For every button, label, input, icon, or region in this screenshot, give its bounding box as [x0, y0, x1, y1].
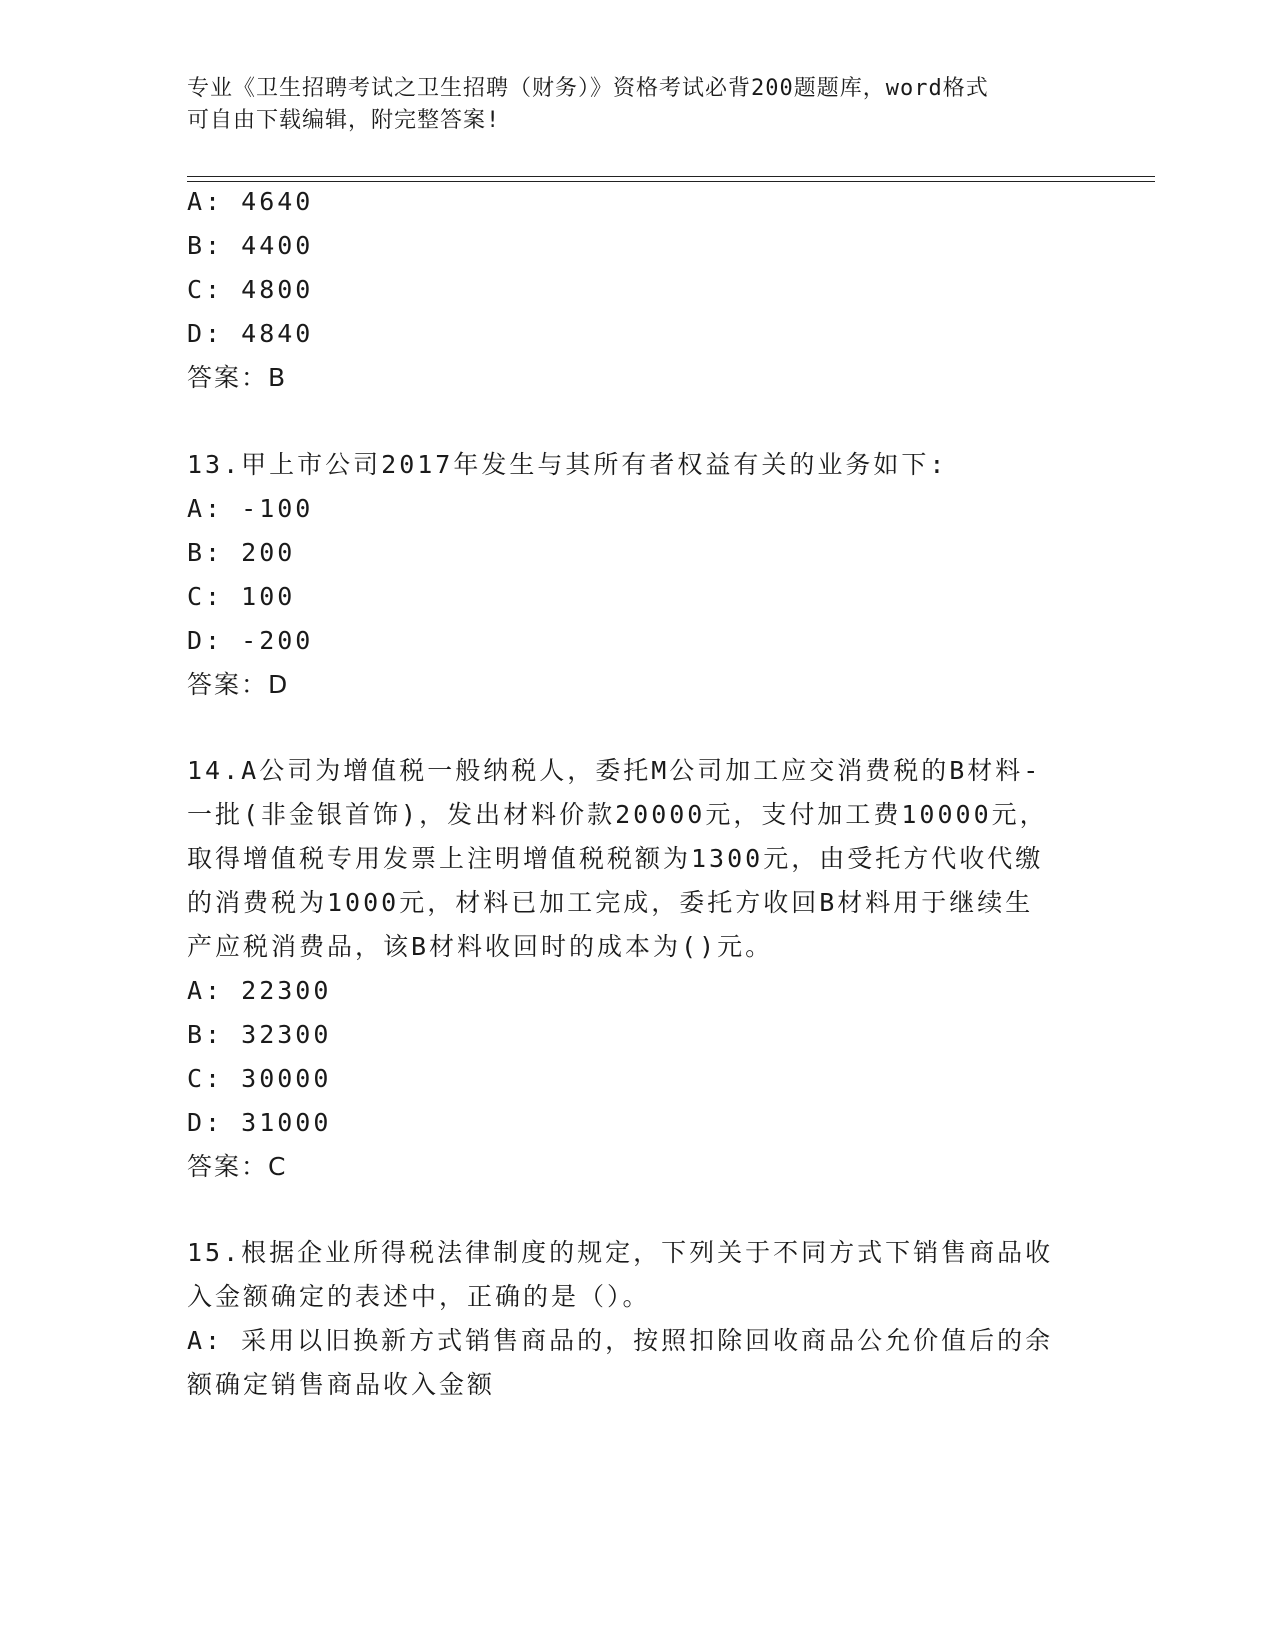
- q15-option-a-line: 额确定销售商品收入金额: [187, 1370, 496, 1399]
- header-divider: [187, 176, 1155, 182]
- q14-question-line: 14.A公司为增值税一般纳税人，委托M公司加工应交消费税的B材料-: [187, 756, 1042, 785]
- q15-option-a-line: A: 采用以旧换新方式销售商品的，按照扣除回收商品公允价值后的余: [187, 1326, 1054, 1355]
- q15-question-line: 入金额确定的表述中，正确的是（）。: [187, 1282, 651, 1311]
- q13-option-a: A: -100: [187, 494, 314, 523]
- q14-question-line: 的消费税为1000元，材料已加工完成，委托方收回B材料用于继续生: [187, 888, 1034, 917]
- q12-option-d: D: 4840: [187, 319, 314, 348]
- header-line-1: 专业《卫生招聘考试之卫生招聘（财务）》资格考试必背200题题库，word格式: [187, 76, 989, 101]
- header-line-2: 可自由下载编辑，附完整答案!: [187, 108, 501, 133]
- q13-option-b: B: 200: [187, 538, 296, 567]
- q14-question-line: 产应税消费品，该B材料收回时的成本为()元。: [187, 932, 774, 961]
- q12-option-c: C: 4800: [187, 275, 314, 304]
- q14-question-line: 取得增值税专用发票上注明增值税税额为1300元，由受托方代收代缴: [187, 844, 1044, 873]
- q12-answer: 答案：B: [187, 363, 288, 392]
- q14-question-line: 一批(非金银首饰)，发出材料价款20000元，支付加工费10000元，: [187, 800, 1048, 829]
- q13-question: 13.甲上市公司2017年发生与其所有者权益有关的业务如下:: [187, 450, 948, 479]
- q14-option-b: B: 32300: [187, 1020, 332, 1049]
- q14-option-c: C: 30000: [187, 1064, 332, 1093]
- q14-option-d: D: 31000: [187, 1108, 332, 1137]
- q13-option-c: C: 100: [187, 582, 296, 611]
- q12-option-b: B: 4400: [187, 231, 314, 260]
- q14-answer: 答案：C: [187, 1152, 288, 1181]
- q15-question-line: 15.根据企业所得税法律制度的规定，下列关于不同方式下销售商品收: [187, 1238, 1054, 1267]
- q13-answer: 答案：D: [187, 670, 290, 699]
- q12-option-a: A: 4640: [187, 187, 314, 216]
- q13-option-d: D: -200: [187, 626, 314, 655]
- q14-option-a: A: 22300: [187, 976, 332, 1005]
- document-header: [187, 73, 1067, 137]
